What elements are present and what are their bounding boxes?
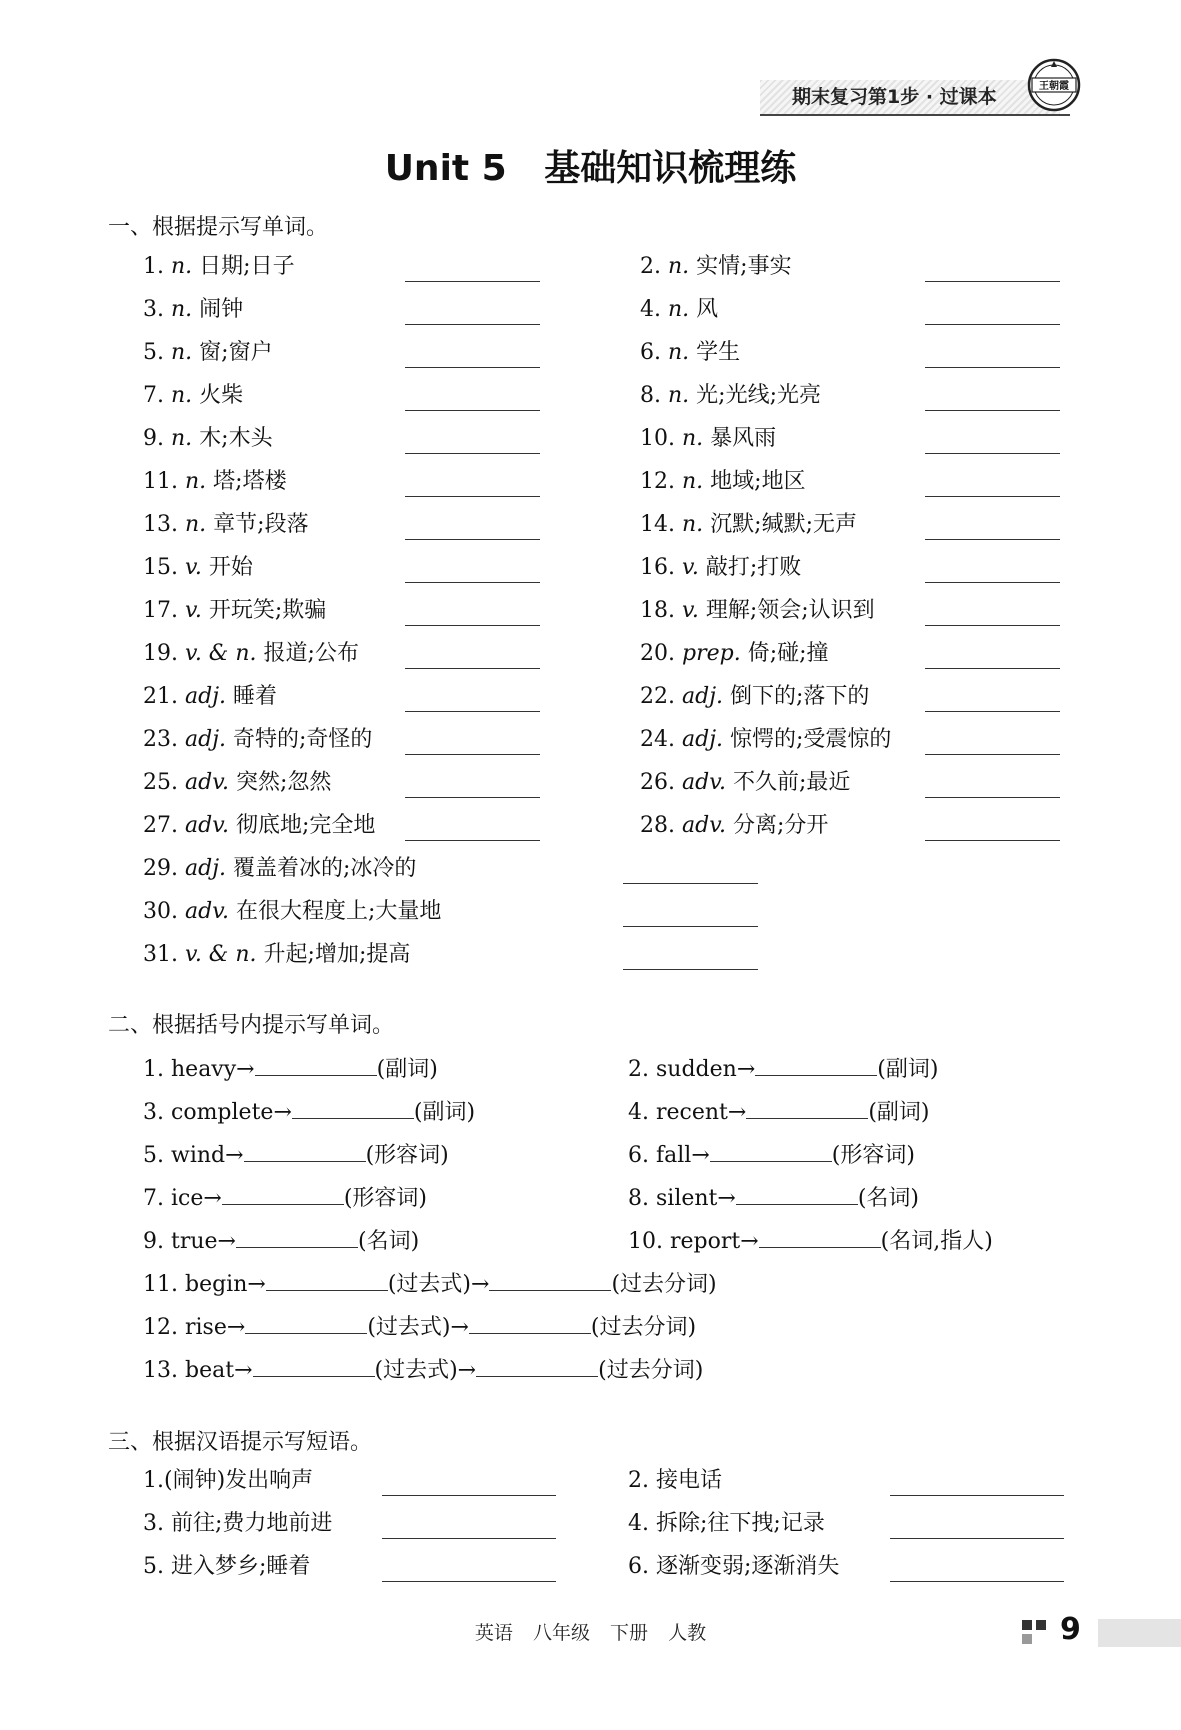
s1-item-19: 19. v. & n. 报道;公布 xyxy=(143,641,359,666)
footer-info: 英语 八年级 下册 人教 xyxy=(474,1622,707,1644)
s2-item-7: 7. ice→ (形容词) xyxy=(143,1182,427,1214)
s3-blank-6[interactable] xyxy=(890,1581,1064,1582)
s1-item-28: 28. adv. 分离;分开 xyxy=(640,813,829,838)
s2-blank-2[interactable] xyxy=(755,1053,877,1076)
s1-blank-18[interactable] xyxy=(925,625,1060,626)
s1-blank-27[interactable] xyxy=(405,840,540,841)
s1-item-21: 21. adj. 睡着 xyxy=(143,684,278,709)
s1-item-13: 13. n. 章节;段落 xyxy=(143,512,309,537)
s1-blank-16[interactable] xyxy=(925,582,1060,583)
s2-item-5: 5. wind→ (形容词) xyxy=(143,1139,449,1171)
s3-blank-3[interactable] xyxy=(382,1538,556,1539)
s1-item-23: 23. adj. 奇特的;奇怪的 xyxy=(143,727,373,752)
s2-item-6: 6. fall→ (形容词) xyxy=(628,1139,915,1171)
s1-item-30: 30. adv. 在很大程度上;大量地 xyxy=(143,899,442,924)
header-divider xyxy=(760,114,1070,116)
s1-blank-4[interactable] xyxy=(925,324,1060,325)
s1-blank-26[interactable] xyxy=(925,797,1060,798)
s2-item-1: 1. heavy→ (副词) xyxy=(143,1053,438,1085)
s1-item-31: 31. v. & n. 升起;增加;提高 xyxy=(143,942,411,967)
s1-blank-2[interactable] xyxy=(925,281,1060,282)
s1-item-8: 8. n. 光;光线;光亮 xyxy=(640,383,821,408)
s2-blank-9[interactable] xyxy=(236,1225,358,1248)
s1-blank-15[interactable] xyxy=(405,582,540,583)
s1-blank-11[interactable] xyxy=(405,496,540,497)
logo-text: 王朝霞 xyxy=(1039,81,1069,92)
s1-blank-28[interactable] xyxy=(925,840,1060,841)
s2-item-11: 11. begin→ (过去式)→ (过去分词) xyxy=(143,1268,717,1300)
s1-blank-21[interactable] xyxy=(405,711,540,712)
s1-item-2: 2. n. 实情;事实 xyxy=(640,254,792,279)
page-title: Unit 5 基础知识梳理练 xyxy=(384,148,797,189)
s3-blank-4[interactable] xyxy=(890,1538,1064,1539)
s1-item-6: 6. n. 学生 xyxy=(640,340,741,365)
s1-blank-1[interactable] xyxy=(405,281,540,282)
s2-blank-13a[interactable] xyxy=(253,1354,375,1377)
s1-item-4: 4. n. 风 xyxy=(640,297,719,322)
header-title: 期末复习第1步 · 过课本 xyxy=(792,86,997,108)
decor-square xyxy=(1022,1634,1032,1644)
s1-item-24: 24. adj. 惊愕的;受震惊的 xyxy=(640,727,892,752)
s1-item-29: 29. adj. 覆盖着冰的;冰冷的 xyxy=(143,856,417,881)
section-1-title: 一、根据提示写单词。 xyxy=(108,215,329,240)
s1-item-22: 22. adj. 倒下的;落下的 xyxy=(640,684,870,709)
s1-item-16: 16. v. 敲打;打败 xyxy=(640,555,802,580)
s1-blank-10[interactable] xyxy=(925,453,1060,454)
s1-blank-20[interactable] xyxy=(925,668,1060,669)
s2-blank-6[interactable] xyxy=(710,1139,832,1162)
s1-item-25: 25. adv. 突然;忽然 xyxy=(143,770,332,795)
s2-blank-12a[interactable] xyxy=(245,1311,367,1334)
s1-blank-24[interactable] xyxy=(925,754,1060,755)
s1-item-27: 27. adv. 彻底地;完全地 xyxy=(143,813,376,838)
s1-item-26: 26. adv. 不久前;最近 xyxy=(640,770,851,795)
s1-item-9: 9. n. 木;木头 xyxy=(143,426,273,451)
s2-item-3: 3. complete→ (副词) xyxy=(143,1096,475,1128)
s1-blank-25[interactable] xyxy=(405,797,540,798)
s1-blank-13[interactable] xyxy=(405,539,540,540)
decor-square xyxy=(1036,1620,1046,1630)
s1-item-1: 1. n. 日期;日子 xyxy=(143,254,295,279)
s1-item-20: 20. prep. 倚;碰;撞 xyxy=(640,641,829,666)
s2-blank-10[interactable] xyxy=(759,1225,881,1248)
s2-blank-11b[interactable] xyxy=(489,1268,611,1291)
s2-item-10: 10. report→ (名词,指人) xyxy=(628,1225,993,1257)
s1-blank-14[interactable] xyxy=(925,539,1060,540)
s1-item-18: 18. v. 理解;领会;认识到 xyxy=(640,598,875,623)
section-3-title: 三、根据汉语提示写短语。 xyxy=(108,1430,373,1455)
s1-item-5: 5. n. 窗;窗户 xyxy=(143,340,273,365)
s1-item-14: 14. n. 沉默;缄默;无声 xyxy=(640,512,857,537)
s1-item-7: 7. n. 火柴 xyxy=(143,383,244,408)
s1-blank-17[interactable] xyxy=(405,625,540,626)
s1-blank-6[interactable] xyxy=(925,367,1060,368)
s2-blank-8[interactable] xyxy=(736,1182,858,1205)
s1-item-3: 3. n. 闹钟 xyxy=(143,297,244,322)
s1-blank-8[interactable] xyxy=(925,410,1060,411)
s3-item-5: 5. 进入梦乡;睡着 xyxy=(143,1554,311,1579)
s1-blank-31[interactable] xyxy=(623,969,758,970)
s2-item-8: 8. silent→ (名词) xyxy=(628,1182,919,1214)
s3-item-3: 3. 前往;费力地前进 xyxy=(143,1511,333,1536)
s1-blank-12[interactable] xyxy=(925,496,1060,497)
s1-blank-23[interactable] xyxy=(405,754,540,755)
s3-item-6: 6. 逐渐变弱;逐渐消失 xyxy=(628,1554,840,1579)
s1-blank-9[interactable] xyxy=(405,453,540,454)
s1-blank-7[interactable] xyxy=(405,410,540,411)
s1-blank-5[interactable] xyxy=(405,367,540,368)
s1-item-11: 11. n. 塔;塔楼 xyxy=(143,469,287,494)
s2-item-9: 9. true→ (名词) xyxy=(143,1225,419,1257)
s3-item-1: 1.(闹钟)发出响声 xyxy=(143,1468,314,1493)
s2-blank-7[interactable] xyxy=(222,1182,344,1205)
s1-blank-3[interactable] xyxy=(405,324,540,325)
s2-blank-11a[interactable] xyxy=(266,1268,388,1291)
s2-item-12: 12. rise→ (过去式)→ (过去分词) xyxy=(143,1311,696,1343)
s2-blank-13b[interactable] xyxy=(476,1354,598,1377)
s2-item-2: 2. sudden→ (副词) xyxy=(628,1053,938,1085)
s3-blank-5[interactable] xyxy=(382,1581,556,1582)
s2-blank-4[interactable] xyxy=(746,1096,868,1119)
s2-blank-5[interactable] xyxy=(244,1139,366,1162)
publisher-logo xyxy=(1027,58,1081,112)
s1-blank-29[interactable] xyxy=(623,883,758,884)
s2-item-13: 13. beat→ (过去式)→ (过去分词) xyxy=(143,1354,703,1386)
s3-item-4: 4. 拆除;往下拽;记录 xyxy=(628,1511,825,1536)
s3-blank-2[interactable] xyxy=(890,1495,1064,1496)
s1-item-12: 12. n. 地域;地区 xyxy=(640,469,806,494)
page-number: 9 xyxy=(1060,1612,1081,1647)
s1-item-15: 15. v. 开始 xyxy=(143,555,253,580)
s2-blank-3[interactable] xyxy=(292,1096,414,1119)
s1-item-17: 17. v. 开玩笑;欺骗 xyxy=(143,598,327,623)
s2-item-4: 4. recent→ (副词) xyxy=(628,1096,930,1128)
s3-blank-1[interactable] xyxy=(382,1495,556,1496)
s3-item-2: 2. 接电话 xyxy=(628,1468,723,1493)
page-number-band xyxy=(1098,1619,1181,1647)
section-2-title: 二、根据括号内提示写单词。 xyxy=(108,1013,395,1038)
s1-blank-22[interactable] xyxy=(925,711,1060,712)
s1-blank-19[interactable] xyxy=(405,668,540,669)
s1-item-10: 10. n. 暴风雨 xyxy=(640,426,777,451)
decor-square xyxy=(1022,1620,1032,1630)
s2-blank-1[interactable] xyxy=(255,1053,377,1076)
s2-blank-12b[interactable] xyxy=(469,1311,591,1334)
s1-blank-30[interactable] xyxy=(623,926,758,927)
